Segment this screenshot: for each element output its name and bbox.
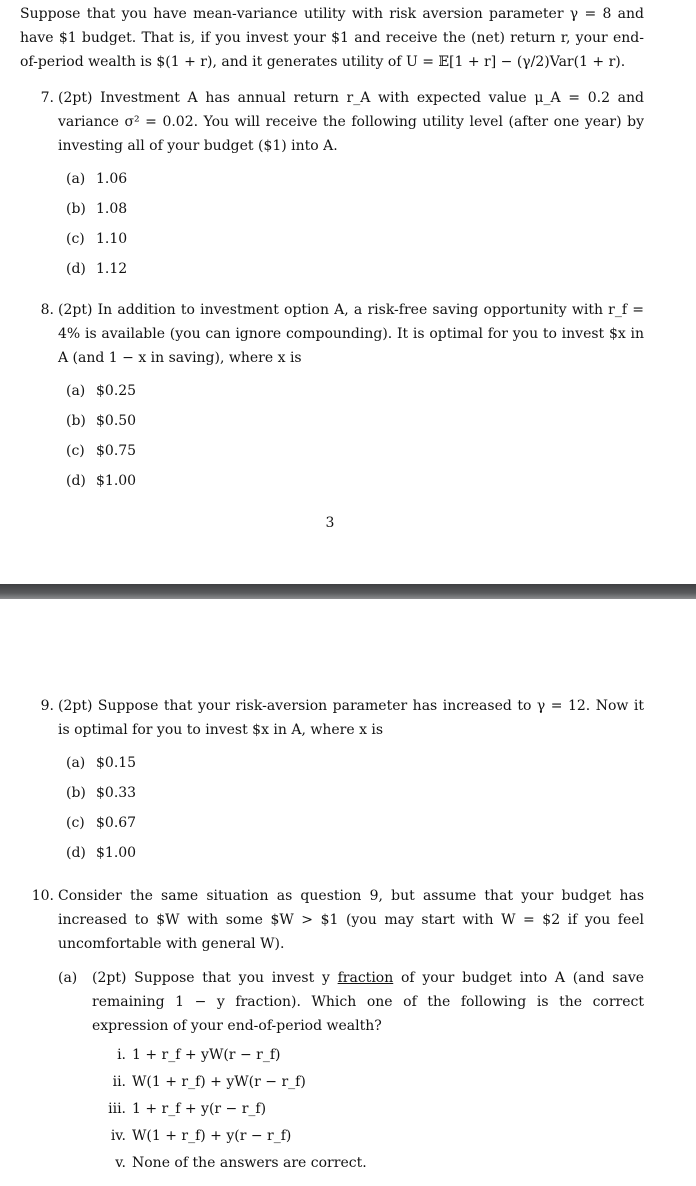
subquestion-a <box>58 966 644 1177</box>
option-list <box>66 376 644 496</box>
question-7 <box>20 86 644 284</box>
answer-v: v. None of the answers are correct. <box>115 1155 367 1171</box>
option-d: (d) 1.12 <box>66 261 128 277</box>
subquestion-label: (a) <box>58 970 78 986</box>
option-b: (b) 1.08 <box>66 201 128 217</box>
option-a: (a) 1.06 <box>66 171 128 187</box>
answer-iv: iv. W(1 + r_f) + y(r − r_f) <box>110 1128 292 1144</box>
page-divider <box>0 584 696 599</box>
subquestion-text: (2pt) Suppose that you invest y fraction of your budget into A (and save remaining 1 − y fraction). Which one of the following is the correct expression of your end-of-period wealth? <box>92 970 645 1034</box>
intro-paragraph: Suppose that you have mean-variance utility with risk aversion parameter γ = 8 and have $1 budget. That is, if you invest your $1 and receive the (net) return r, your end-of-period wealth is $(1 + r), and it generates utility of U = 𝔼[1 + r] − (γ/2)Var(1 + r). <box>20 6 644 70</box>
option-b: (b) $0.33 <box>66 785 137 801</box>
page-number: 3 <box>325 515 335 531</box>
option-list <box>66 748 644 868</box>
exam-page-4 <box>0 599 696 1186</box>
question-text: Consider the same situation as question 9, but assume that your budget has increased to $W with some $W > $1 (you may start with W = $2 if you feel uncomfortable with general W). <box>58 888 644 952</box>
answer-list <box>100 1042 644 1177</box>
underlined-word: fraction <box>337 970 394 986</box>
option-c: (c) $0.75 <box>66 443 137 459</box>
question-number: 10. <box>31 888 54 904</box>
question-text: (2pt) Investment A has annual return r_A with expected value μ_A = 0.2 and variance σ² = 0.02. You will receive the following utility level (after one year) by investing all of your budget ($1) into A. <box>58 90 644 154</box>
exam-page-3 <box>0 0 696 584</box>
answer-ii: ii. W(1 + r_f) + yW(r − r_f) <box>112 1074 306 1090</box>
option-d: (d) $1.00 <box>66 473 137 489</box>
question-number: 8. <box>40 302 54 318</box>
question-9 <box>20 694 644 868</box>
question-10 <box>20 884 644 1177</box>
option-a: (a) $0.15 <box>66 755 137 771</box>
option-d: (d) $1.00 <box>66 845 137 861</box>
option-b: (b) $0.50 <box>66 413 137 429</box>
option-a: (a) $0.25 <box>66 383 137 399</box>
question-text: (2pt) Suppose that your risk-aversion parameter has increased to γ = 12. Now it is optimal for you to invest $x in A, where x is <box>58 698 644 738</box>
question-number: 9. <box>40 698 54 714</box>
answer-iii: iii. 1 + r_f + y(r − r_f) <box>108 1101 267 1117</box>
question-number: 7. <box>40 90 54 106</box>
option-c: (c) $0.67 <box>66 815 137 831</box>
question-text: (2pt) In addition to investment option A, a risk-free saving opportunity with r_f = 4% is available (you can ignore compounding). It is optimal for you to invest $x in A (and 1 − x in saving), where x is <box>58 302 644 366</box>
option-c: (c) 1.10 <box>66 231 128 247</box>
option-list <box>66 164 644 284</box>
answer-i: i. 1 + r_f + yW(r − r_f) <box>117 1047 281 1063</box>
question-8 <box>20 298 644 496</box>
